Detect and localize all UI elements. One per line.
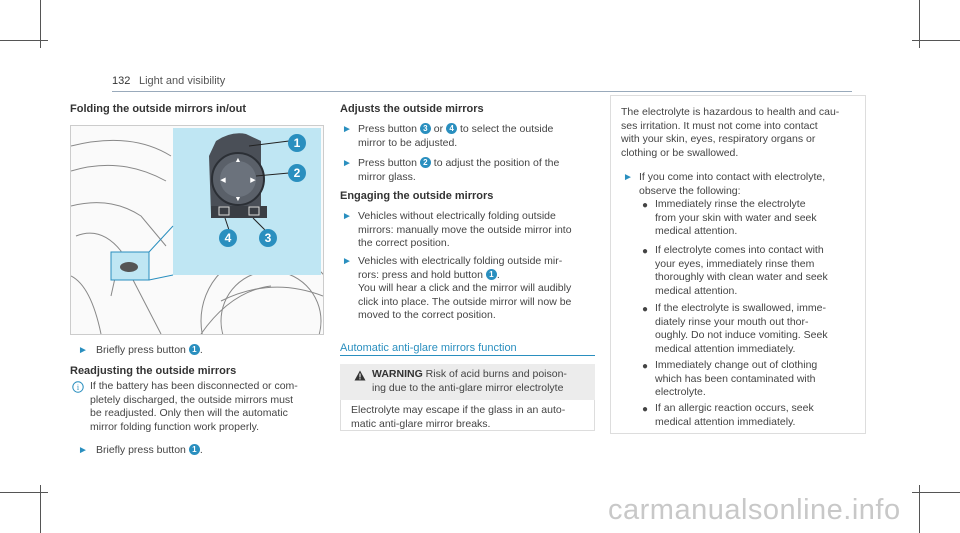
step-electric-fold [358, 255, 603, 323]
intro-line: with your skin, eyes, respiratory organs or [621, 133, 816, 145]
button-number-badge: 3 [420, 123, 431, 134]
electrolyte-step [639, 171, 825, 198]
step-text: Vehicles with electrically folding outside mir- [358, 255, 563, 267]
crop-mark [912, 40, 960, 41]
step-text: mirror glass. [358, 170, 416, 183]
step-press-button-1b: Briefly press button 1 . [96, 444, 203, 456]
step-arrow-icon: ► [78, 345, 88, 356]
bullet-line: your eyes, immediately rinse them [655, 257, 815, 270]
svg-text:▲: ▲ [234, 157, 242, 164]
bullet-item [655, 302, 828, 356]
bullet-line: If electrolyte comes into contact with [655, 244, 824, 256]
step-press-button-1: Briefly press button 1 . [96, 344, 203, 356]
crop-mark [0, 40, 48, 41]
heading-auto-anti-glare: Automatic anti-glare mirrors function [340, 342, 517, 354]
bullet-line: medical attention immediately. [655, 342, 796, 355]
step-text: the correct position. [358, 237, 450, 249]
intro-line: clothing or be swallowed. [621, 146, 739, 159]
step-text: Briefly press button [96, 344, 186, 356]
warning-body-box [340, 400, 595, 431]
bullet-item [655, 198, 817, 239]
bullet-line: Immediately rinse the electrolyte [655, 198, 806, 210]
info-icon [72, 381, 84, 393]
bullet-line: Immediately change out of clothing [655, 359, 818, 371]
step-text: Briefly press button [96, 444, 186, 456]
warning-body [351, 404, 565, 431]
note-line: pletely discharged, the outside mirrors must [90, 393, 294, 406]
step-text: rors: press and hold button [358, 268, 483, 281]
warning-label: WARNING [372, 368, 423, 380]
bullet-line: If an allergic reaction occurs, seek [655, 402, 814, 414]
step-arrow-icon: ► [342, 124, 352, 135]
illustration-svg [71, 126, 323, 334]
step-select-mirror [358, 123, 598, 150]
header-divider [112, 91, 852, 92]
step-arrow-icon: ► [342, 256, 352, 267]
step-text: If you come into contact with electrolyte, [639, 171, 826, 183]
page-number: 132 [112, 75, 131, 87]
button-number-badge: 2 [420, 157, 431, 168]
step-text: . [496, 268, 500, 281]
step-text: You will hear a click and the mirror will audibly [358, 282, 572, 294]
button-number-badge: 1 [189, 444, 200, 455]
callout-4: 4 [219, 229, 237, 247]
bullet-icon: ● [642, 304, 649, 315]
step-text: mirror to be adjusted. [358, 136, 458, 149]
bullet-line: medical attention. [655, 225, 738, 237]
step-text: observe the following: [639, 184, 741, 197]
section-title: Light and visibility [139, 75, 226, 87]
footer-watermark: carmanualsonline.info [608, 494, 901, 526]
svg-text:▶: ▶ [250, 177, 256, 184]
warning-body-line: Electrolyte may escape if the glass in an auto- [351, 404, 566, 416]
mirror-switch-illustration [70, 125, 324, 335]
step-arrow-icon: ► [623, 172, 633, 183]
note-line: If the battery has been disconnected or com- [90, 380, 298, 392]
bullet-icon: ● [642, 200, 649, 211]
note-line: be readjusted. Only then will the automatic [90, 407, 288, 419]
bullet-item [655, 244, 828, 298]
bullet-line: medical attention. [655, 284, 738, 297]
button-number-badge: 1 [486, 269, 497, 280]
bullet-icon: ● [642, 361, 649, 372]
section-divider [340, 355, 595, 356]
svg-text:i: i [76, 383, 80, 392]
bullet-item [655, 402, 814, 429]
step-text: or [433, 123, 444, 135]
bullet-line: diately rinse your mouth out thor- [655, 315, 809, 328]
crop-mark [0, 492, 48, 493]
warning-box [340, 364, 595, 400]
step-arrow-icon: ► [342, 211, 352, 222]
callout-2: 2 [288, 164, 306, 182]
intro-line: ses irritation. It must not come into contact [621, 119, 818, 132]
bullet-line: oughly. Do not induce vomiting. Seek [655, 329, 828, 341]
warning-body-line: matic anti-glare mirror breaks. [351, 417, 491, 430]
warning-text: ing due to the anti-glare mirror electrolyte [372, 382, 564, 394]
heading-folding-mirrors: Folding the outside mirrors in/out [70, 103, 246, 115]
step-text: to select the outside [459, 123, 554, 135]
step-text: Press button [358, 123, 417, 135]
bullet-icon: ● [642, 404, 649, 415]
heading-engaging-mirrors: Engaging the outside mirrors [340, 190, 494, 202]
svg-text:◀: ◀ [220, 177, 226, 184]
step-text: to adjust the position of the [433, 157, 560, 169]
step-adjust-position [358, 157, 598, 184]
button-number-badge: 1 [189, 344, 200, 355]
intro-line: The electrolyte is hazardous to health and cau- [621, 106, 840, 118]
callout-3: 3 [259, 229, 277, 247]
step-manual-fold [358, 210, 598, 251]
bullet-line: electrolyte. [655, 386, 706, 398]
step-arrow-icon: ► [78, 445, 88, 456]
bullet-line: If the electrolyte is swallowed, imme- [655, 302, 826, 314]
warning-triangle-icon [354, 370, 366, 381]
bullet-line: thoroughly with clean water and seek [655, 271, 828, 283]
heading-adjust-mirrors: Adjusts the outside mirrors [340, 103, 484, 115]
crop-mark [912, 492, 960, 493]
readjust-note [90, 380, 298, 434]
electrolyte-info-box [610, 95, 866, 434]
electrolyte-intro [621, 106, 839, 160]
button-number-badge: 4 [446, 123, 457, 134]
step-text: Press button [358, 157, 417, 169]
bullet-item [655, 359, 817, 400]
bullet-icon: ● [642, 246, 649, 257]
bullet-line: medical attention immediately. [655, 415, 796, 428]
bullet-line: from your skin with water and seek [655, 211, 817, 224]
warning-text: Risk of acid burns and poison- [425, 368, 567, 380]
step-text: mirrors: manually move the outside mirror into [358, 223, 572, 236]
note-line: mirror folding function work properly. [90, 420, 260, 433]
step-text: click into place. The outside mirror will now be [358, 295, 572, 308]
bullet-line: which has been contaminated with [655, 372, 816, 385]
callout-1: 1 [288, 134, 306, 152]
heading-readjusting-mirrors: Readjusting the outside mirrors [70, 365, 237, 377]
svg-text:▼: ▼ [234, 196, 242, 203]
step-text: moved to the correct position. [358, 309, 496, 321]
step-text: Vehicles without electrically folding outside [358, 210, 556, 222]
step-arrow-icon: ► [342, 158, 352, 169]
